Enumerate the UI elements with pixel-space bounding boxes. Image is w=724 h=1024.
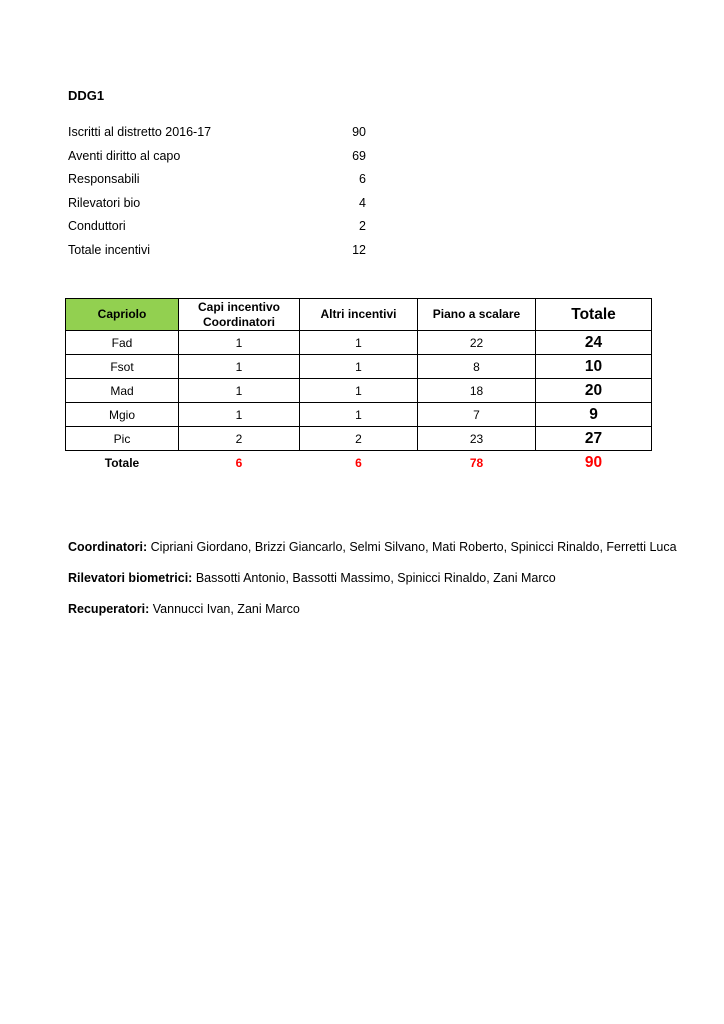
totals-totale: 90 [584, 454, 603, 471]
stat-value: 4 [359, 195, 366, 210]
row-totale: 20 [536, 379, 652, 403]
row-altri: 2 [300, 427, 418, 451]
row-piano: 7 [418, 403, 536, 427]
row-totale: 9 [536, 403, 652, 427]
table-row [66, 379, 652, 403]
totals-piano: 78 [469, 456, 484, 470]
rilevatori-names: Bassotti Antonio, Bassotti Massimo, Spinicci Rinaldo, Zani Marco [195, 571, 556, 585]
rilevatori-line [68, 571, 708, 602]
district-stats [68, 125, 378, 267]
stat-value: 6 [359, 172, 366, 187]
stat-row-aventi-diritto [68, 149, 378, 173]
row-altri: 1 [300, 403, 418, 427]
table-header-row [66, 299, 652, 331]
recuperatori-line [68, 602, 708, 633]
row-name: Mad [66, 379, 179, 403]
rilevatori-label: Rilevatori biometrici: [68, 571, 193, 585]
row-coord: 1 [179, 379, 300, 403]
coordinatori-names: Cipriani Giordano, Brizzi Giancarlo, Selmi Silvano, Mati Roberto, Spinicci Rinaldo, Ferretti Luca [150, 540, 677, 554]
totals-altri: 6 [355, 456, 362, 470]
row-piano: 18 [418, 379, 536, 403]
document-title: DDG1 [68, 88, 105, 103]
row-totale: 24 [536, 331, 652, 355]
stat-label: Rilevatori bio [68, 195, 141, 210]
stat-label: Responsabili [68, 172, 140, 187]
table-row [66, 355, 652, 379]
stat-row-totale-incentivi [68, 243, 378, 267]
coordinatori-line [68, 540, 708, 571]
stat-value: 90 [352, 125, 366, 139]
row-piano: 22 [418, 331, 536, 355]
stat-label: Iscritti al distretto 2016-17 [68, 125, 212, 139]
row-piano: 23 [418, 427, 536, 451]
stat-value: 69 [352, 148, 366, 163]
row-altri: 1 [300, 331, 418, 355]
stat-row-rilevatori-bio [68, 196, 378, 220]
row-coord: 1 [179, 331, 300, 355]
stat-row-responsabili [68, 172, 378, 196]
stat-value: 12 [352, 242, 366, 257]
recuperatori-names: Vannucci Ivan, Zani Marco [152, 602, 300, 616]
recuperatori-label: Recuperatori: [68, 602, 150, 616]
stat-row-iscritti [68, 125, 378, 149]
stat-value: 2 [359, 219, 366, 234]
stat-row-conduttori [68, 219, 378, 243]
stat-label: Totale incentivi [68, 242, 150, 257]
totals-coord: 6 [235, 456, 243, 470]
row-coord: 1 [179, 403, 300, 427]
row-name: Mgio [66, 403, 179, 427]
row-name: Fsot [66, 355, 179, 379]
table-row [66, 403, 652, 427]
row-piano: 8 [418, 355, 536, 379]
header-altri-incentivi: Altri incentivi [300, 299, 418, 331]
row-altri: 1 [300, 355, 418, 379]
row-coord: 1 [179, 355, 300, 379]
row-totale: 10 [536, 355, 652, 379]
header-piano-a-scalare: Piano a scalare [418, 299, 536, 331]
stat-label: Aventi diritto al capo [68, 148, 181, 163]
people-section [68, 540, 708, 633]
table-row [66, 427, 652, 451]
totals-row [66, 451, 652, 476]
totals-label: Totale [104, 456, 140, 470]
stat-label: Conduttori [68, 219, 126, 234]
header-capi-incentivo-coordinatori: Capi incentivo Coordinatori [179, 299, 300, 331]
coordinatori-label: Coordinatori: [68, 540, 148, 554]
capriolo-table [65, 298, 652, 475]
header-capriolo: Capriolo [66, 299, 179, 331]
row-coord: 2 [179, 427, 300, 451]
header-totale: Totale [536, 299, 652, 331]
row-name: Fad [66, 331, 179, 355]
row-altri: 1 [300, 379, 418, 403]
row-totale: 27 [536, 427, 652, 451]
row-name: Pic [66, 427, 179, 451]
table-row [66, 331, 652, 355]
